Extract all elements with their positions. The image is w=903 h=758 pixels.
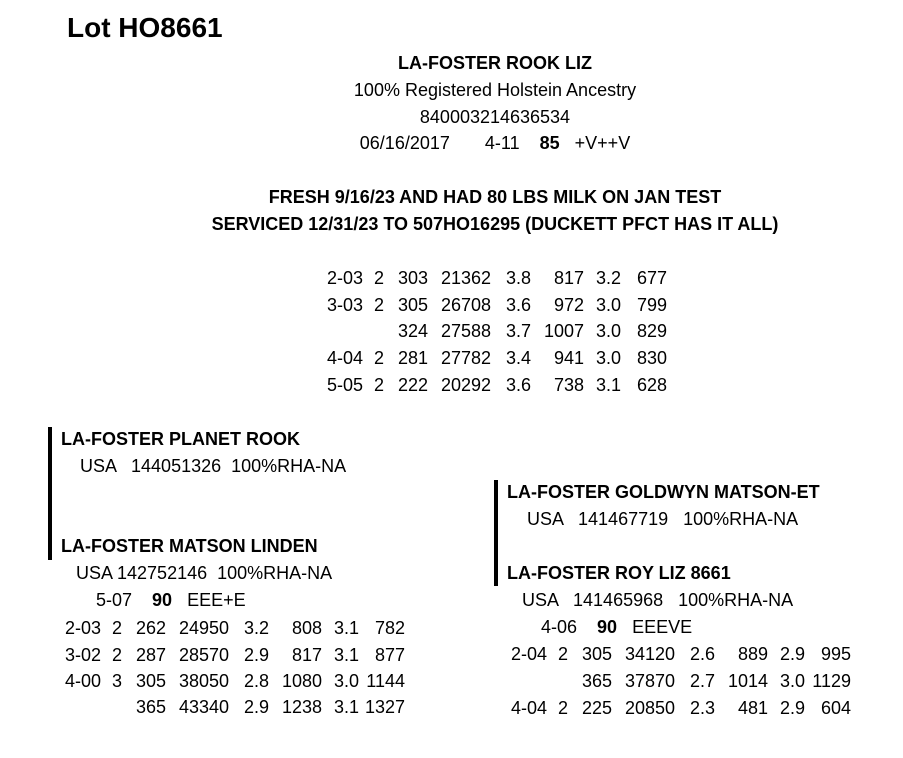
birth-score-line bbox=[0, 133, 903, 154]
record-cell: 3 bbox=[111, 671, 122, 691]
dam-sire-registration: USA 141467719 100%RHA-NA bbox=[527, 509, 799, 529]
record-cell: 324 bbox=[397, 321, 428, 341]
record-cell: 287 bbox=[135, 645, 166, 665]
record-cell: 365 bbox=[135, 697, 166, 717]
record-cell: 481 bbox=[737, 698, 768, 718]
record-cell: 27782 bbox=[440, 348, 491, 368]
record-cell: 4-04 bbox=[510, 698, 547, 718]
record-cell: 738 bbox=[553, 375, 584, 395]
record-cell: 2.6 bbox=[689, 644, 715, 664]
record-cell: 2 bbox=[111, 645, 122, 665]
record-cell: 37870 bbox=[624, 671, 675, 691]
record-cell: 2 bbox=[557, 698, 568, 718]
dam-age: 5-07 bbox=[96, 590, 133, 610]
note-serviced: SERVICED 12/31/23 TO 507HO16295 (DUCKETT PFCT HAS IT ALL) bbox=[211, 214, 779, 234]
dam-dam-age: 4-06 bbox=[541, 617, 578, 637]
dam-name: LA-FOSTER MATSON LINDEN bbox=[61, 536, 318, 556]
dam-sire-name: LA-FOSTER GOLDWYN MATSON-ET bbox=[507, 482, 820, 502]
record-cell: 2 bbox=[373, 375, 384, 395]
record-cell: 817 bbox=[291, 645, 322, 665]
sire-name: LA-FOSTER PLANET ROOK bbox=[61, 429, 300, 449]
record-cell: 808 bbox=[291, 618, 322, 638]
record-cell: 628 bbox=[636, 375, 667, 395]
record-cell: 3.0 bbox=[595, 295, 621, 315]
record-cell: 1014 bbox=[727, 671, 768, 691]
record-row bbox=[507, 671, 867, 693]
record-cell: 3.1 bbox=[333, 618, 359, 638]
record-cell: 3.0 bbox=[595, 348, 621, 368]
pedigree-bracket-right bbox=[494, 480, 498, 586]
record-cell: 1238 bbox=[281, 697, 322, 717]
record-cell: 281 bbox=[397, 348, 428, 368]
record-cell: 1327 bbox=[364, 697, 405, 717]
record-cell: 21362 bbox=[440, 268, 491, 288]
dam-dam-score: 90 bbox=[597, 617, 618, 637]
record-row bbox=[61, 645, 421, 667]
record-cell: 26708 bbox=[440, 295, 491, 315]
record-cell: 305 bbox=[135, 671, 166, 691]
record-row bbox=[323, 295, 683, 317]
lot-number: Lot HO8661 bbox=[67, 12, 223, 43]
record-cell: 3.1 bbox=[333, 645, 359, 665]
record-cell: 3.1 bbox=[333, 697, 359, 717]
record-row bbox=[323, 321, 683, 343]
pedigree-bracket-left bbox=[48, 427, 52, 560]
record-cell: 1144 bbox=[366, 671, 405, 691]
record-cell: 2.3 bbox=[689, 698, 715, 718]
record-cell: 305 bbox=[581, 644, 612, 664]
record-cell: 3.4 bbox=[505, 348, 531, 368]
record-cell: 677 bbox=[636, 268, 667, 288]
record-cell: 1007 bbox=[543, 321, 584, 341]
dam-dam-classification: EEEVE bbox=[632, 617, 693, 637]
record-cell: 2-04 bbox=[510, 644, 547, 664]
dam-dam-name: LA-FOSTER ROY LIZ 8661 bbox=[507, 563, 731, 583]
dam-classification-line bbox=[96, 590, 246, 611]
record-cell: 3.0 bbox=[595, 321, 621, 341]
record-cell: 995 bbox=[820, 644, 851, 664]
record-cell: 799 bbox=[636, 295, 667, 315]
record-cell: 3-03 bbox=[326, 295, 363, 315]
record-cell: 2.9 bbox=[779, 698, 805, 718]
record-cell: 4-04 bbox=[326, 348, 363, 368]
record-cell: 3-02 bbox=[64, 645, 101, 665]
record-cell: 225 bbox=[581, 698, 612, 718]
registration-id: 840003214636534 bbox=[419, 107, 571, 127]
birthdate: 06/16/2017 bbox=[359, 133, 450, 153]
cow-name: LA-FOSTER ROOK LIZ bbox=[398, 53, 592, 73]
dam-dam-classification-line bbox=[541, 617, 692, 638]
record-cell: 3.1 bbox=[595, 375, 621, 395]
ancestry: 100% Registered Holstein Ancestry bbox=[353, 80, 637, 100]
record-cell: 38050 bbox=[178, 671, 229, 691]
record-cell: 817 bbox=[553, 268, 584, 288]
record-cell: 972 bbox=[553, 295, 584, 315]
record-cell: 889 bbox=[737, 644, 768, 664]
record-cell: 2.9 bbox=[779, 644, 805, 664]
record-cell: 2-03 bbox=[326, 268, 363, 288]
record-cell: 262 bbox=[135, 618, 166, 638]
record-cell: 365 bbox=[581, 671, 612, 691]
record-cell: 3.0 bbox=[779, 671, 805, 691]
record-cell: 877 bbox=[374, 645, 405, 665]
record-cell: 2 bbox=[557, 644, 568, 664]
record-cell: 5-05 bbox=[326, 375, 363, 395]
record-cell: 3.7 bbox=[505, 321, 531, 341]
record-cell: 28570 bbox=[178, 645, 229, 665]
record-row bbox=[323, 375, 683, 397]
note-fresh: FRESH 9/16/23 AND HAD 80 LBS MILK ON JAN TEST bbox=[268, 187, 722, 207]
record-cell: 20850 bbox=[624, 698, 675, 718]
record-cell: 941 bbox=[553, 348, 584, 368]
record-cell: 3.8 bbox=[505, 268, 531, 288]
record-cell: 3.6 bbox=[505, 375, 531, 395]
record-cell: 43340 bbox=[178, 697, 229, 717]
dam-dam-registration: USA 141465968 100%RHA-NA bbox=[522, 590, 794, 610]
record-cell: 2-03 bbox=[64, 618, 101, 638]
record-cell: 3.2 bbox=[243, 618, 269, 638]
record-cell: 2 bbox=[373, 295, 384, 315]
classification: +V++V bbox=[574, 133, 631, 153]
record-row bbox=[507, 644, 867, 666]
record-cell: 3.6 bbox=[505, 295, 531, 315]
record-cell: 2 bbox=[111, 618, 122, 638]
record-row bbox=[507, 698, 867, 720]
record-cell: 2.9 bbox=[243, 645, 269, 665]
record-cell: 3.2 bbox=[595, 268, 621, 288]
record-cell: 2.7 bbox=[689, 671, 715, 691]
record-cell: 1129 bbox=[812, 671, 851, 691]
record-cell: 20292 bbox=[440, 375, 491, 395]
dam-classification: EEE+E bbox=[187, 590, 246, 610]
record-cell: 222 bbox=[397, 375, 428, 395]
record-row bbox=[61, 697, 421, 719]
record-row bbox=[61, 618, 421, 640]
record-cell: 27588 bbox=[440, 321, 491, 341]
dam-registration: USA 142752146 100%RHA-NA bbox=[76, 563, 333, 583]
record-cell: 829 bbox=[636, 321, 667, 341]
record-cell: 2 bbox=[373, 268, 384, 288]
score: 85 bbox=[539, 133, 560, 153]
record-cell: 604 bbox=[820, 698, 851, 718]
sire-registration: USA 144051326 100%RHA-NA bbox=[80, 456, 347, 476]
record-cell: 34120 bbox=[624, 644, 675, 664]
record-cell: 303 bbox=[397, 268, 428, 288]
record-row bbox=[323, 268, 683, 290]
record-cell: 2 bbox=[373, 348, 384, 368]
record-cell: 782 bbox=[374, 618, 405, 638]
record-cell: 830 bbox=[636, 348, 667, 368]
record-row bbox=[323, 348, 683, 370]
record-cell: 305 bbox=[397, 295, 428, 315]
record-cell: 2.8 bbox=[243, 671, 269, 691]
age: 4-11 bbox=[484, 133, 520, 153]
record-cell: 1080 bbox=[281, 671, 322, 691]
record-cell: 24950 bbox=[178, 618, 229, 638]
record-cell: 2.9 bbox=[243, 697, 269, 717]
record-cell: 4-00 bbox=[64, 671, 101, 691]
record-cell: 3.0 bbox=[333, 671, 359, 691]
dam-score: 90 bbox=[152, 590, 173, 610]
record-row bbox=[61, 671, 421, 693]
